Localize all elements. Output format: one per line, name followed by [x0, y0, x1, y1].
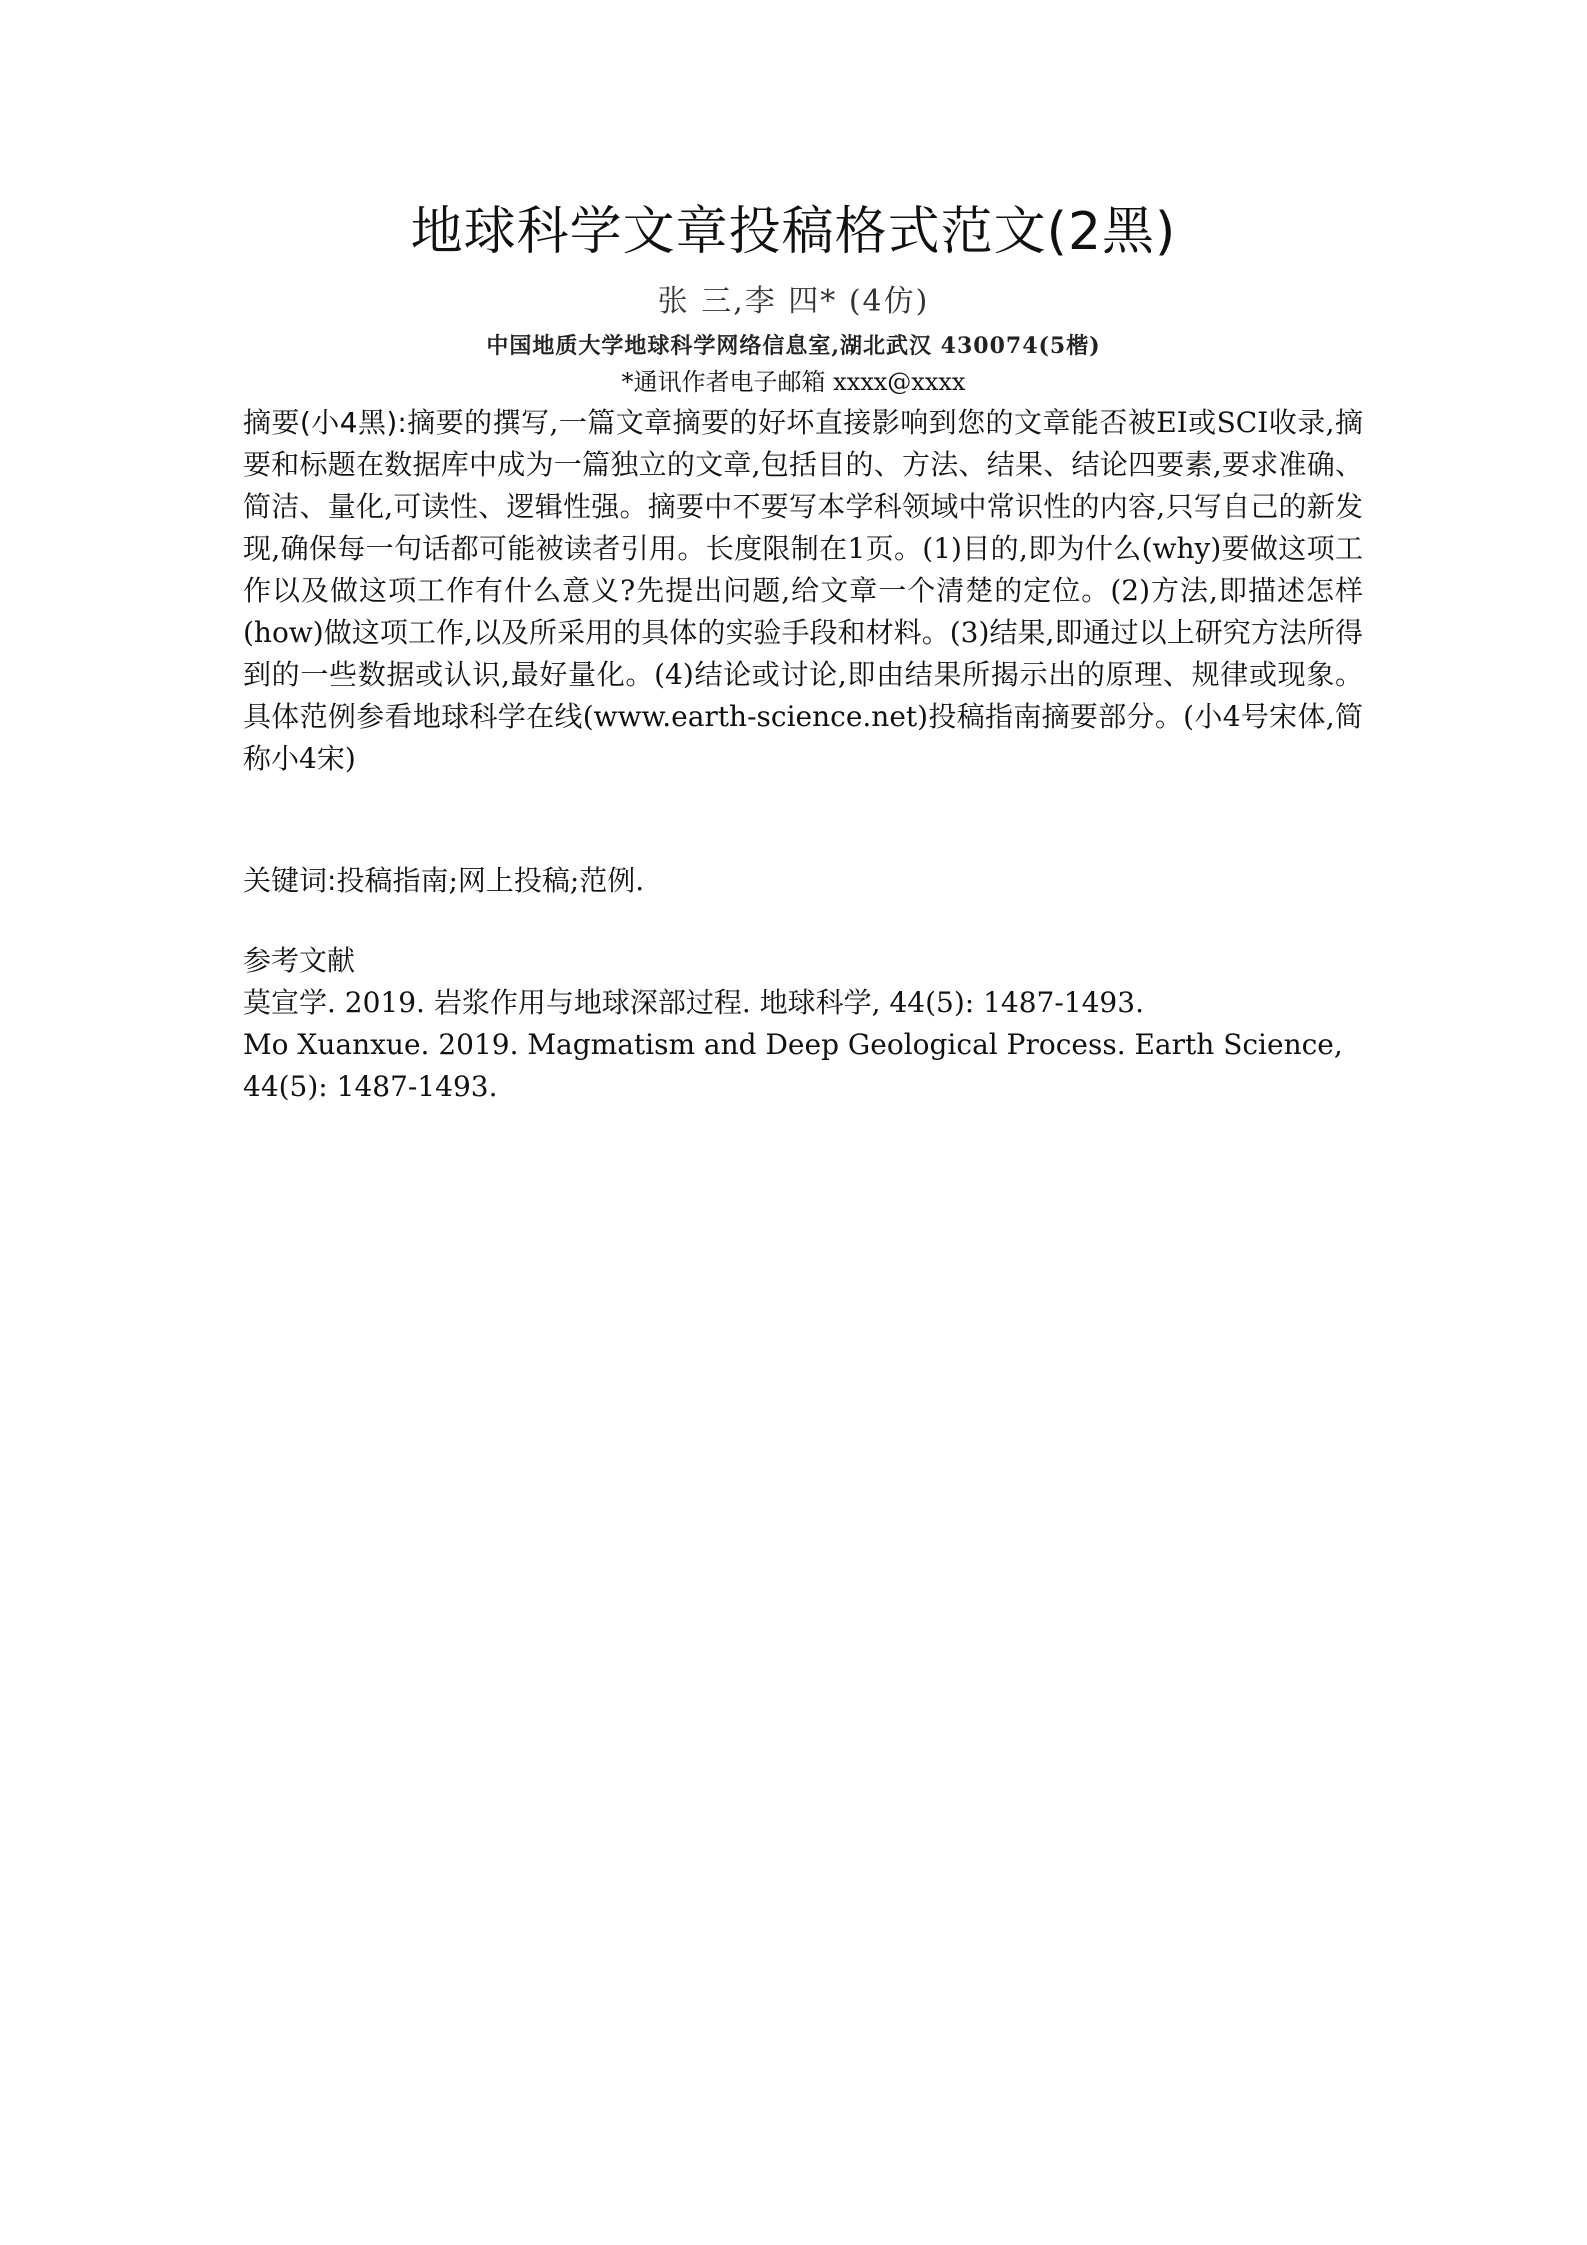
keywords-text: 投稿指南;网上投稿;范例. [336, 864, 645, 897]
abstract-section [243, 402, 1363, 780]
abstract-text: 摘要的撰写,一篇文章摘要的好坏直接影响到您的文章能否被EI或SCI收录,摘要和标题在数据库中成为一篇独立的文章,包括目的、方法、结果、结论四要素,要求准确、简洁、量化,可读性、逻辑性强。摘要中不要写本学科领域中常识性的内容,只写自己的新发现,确保每一句话都可能被读者引用。长度限制在1页。(1)目的,即为什么(why)要做这项工作以及做这项工作有什么意义?先提出问题,给文章一个清楚的定位。(2)方法,即描述怎样(how)做这项工作,以及所采用的具体的实验手段和材料。(3)结果,即通过以上研究方法所得到的一些数据或认识,最好量化。(4)结论或讨论,即由结果所揭示出的原理、规律或现象。具体范例参看地球科学在线(www.earth-science.net)投稿指南摘要部分。(小4号宋体,简称小4宋) [243, 406, 1363, 775]
reference-item: 莫宣学. 2019. 岩浆作用与地球深部过程. 地球科学, 44(5): 1487-1493. [243, 986, 1144, 1019]
abstract-label: 摘要(小4黑): [243, 406, 407, 439]
keywords-label: 关键词: [243, 864, 337, 897]
paper-title: 地球科学文章投稿格式范文(2黑) [410, 202, 1177, 262]
references-heading: 参考文献 [243, 944, 356, 977]
author-line: 张 三,李 四* (4仿) [657, 284, 930, 319]
reference-item: Mo Xuanxue. 2019. Magmatism and Deep Geological Process. Earth Science, 44(5): 1487-1493. [243, 1028, 1343, 1103]
references-section [243, 940, 1363, 1108]
keywords-section [243, 860, 1363, 902]
corresponding-email: *通讯作者电子邮箱 xxxx@xxxx [621, 368, 966, 396]
affiliation-line: 中国地质大学地球科学网络信息室,湖北武汉 430074(5楷) [486, 333, 1101, 359]
